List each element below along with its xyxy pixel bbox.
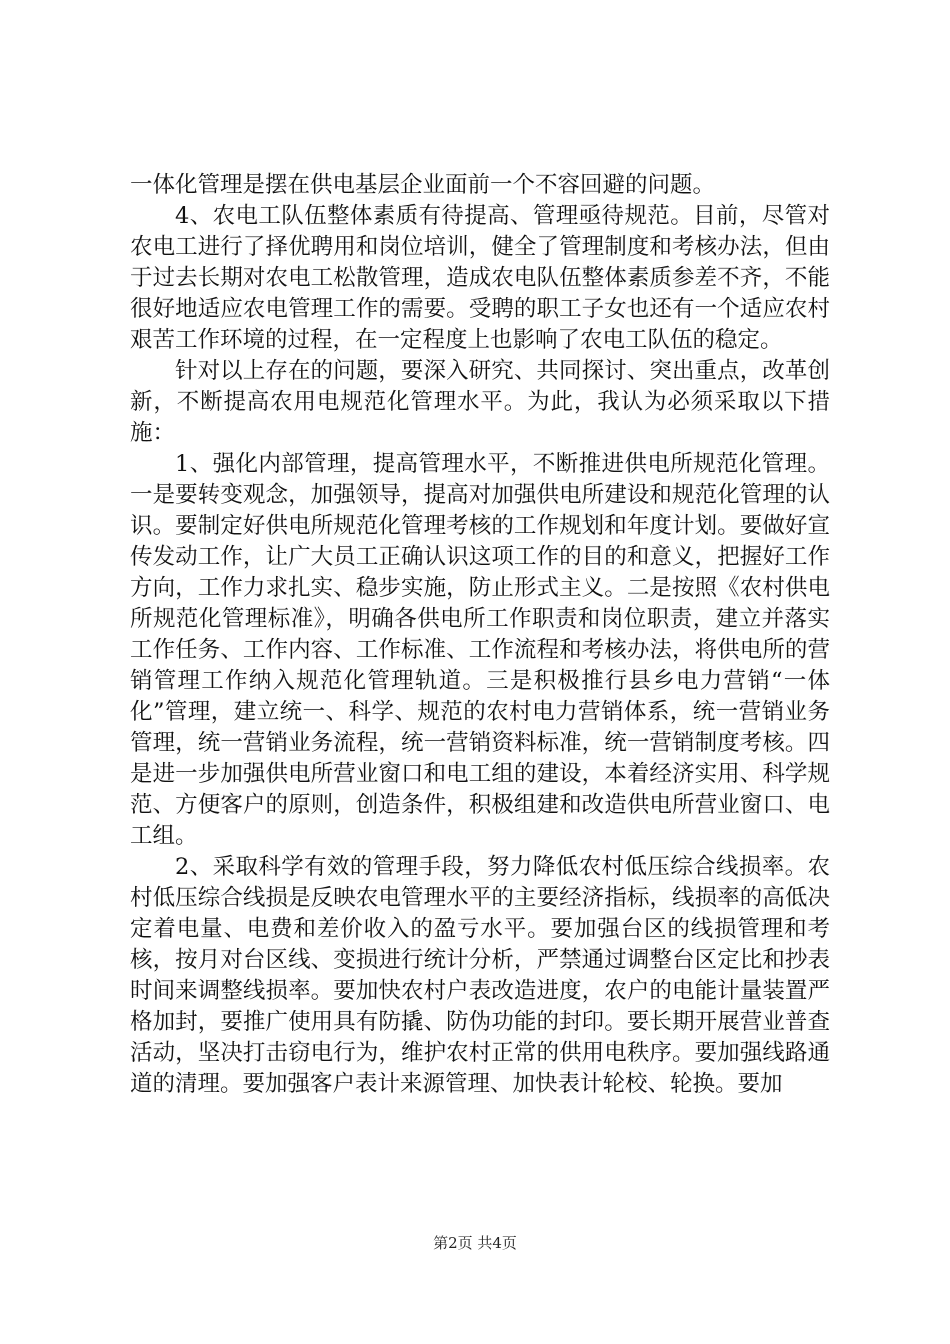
paragraph-measure-2: 2、采取科学有效的管理手段，努力降低农村低压综合线损率。农村低压综合线损是反映农电管理水平的主要经济指标，线损率的高低决定着电量、电费和差价收入的盈亏水平。要加强台区的线损管理和考核，按月对台区线、变损进行统计分析，严禁通过调整台区定比和抄表时间来调整线损率。要加快农村户表改造进度，农户的电能计量装置严格加封，要推广使用具有防撬、防伪功能的封印。要长期开展营业普查活动，坚决打击窃电行为，维护农村正常的供用电秩序。要加强线路通道的清理。要加强客户表计来源管理、加快表计轮校、轮换。要加 xyxy=(130,854,830,1097)
paragraph-continuation: 一体化管理是摆在供电基层企业面前一个不容回避的问题。 xyxy=(130,172,716,198)
paragraph-measure-1: 1、强化内部管理，提高管理水平，不断推进供电所规范化管理。一是要转变观念，加强领导，提高对加强供电所建设和规范化管理的认识。要制定好供电所规范化管理考核的工作规划和年度计划。要做好宣传发动工作，让广大员工正确认识这项工作的目的和意义，把握好工作方向，工作力求扎实、稳步实施，防止形式主义。二是按照《农村供电所规范化管理标准》，明确各供电所工作职责和岗位职责，建立并落实工作任务、工作内容、工作标准、工作流程和考核办法，将供电所的营销管理工作纳入规范化管理轨道。三是积极推行县乡电力营销“一体化”管理，建立统一、科学、规范的农村电力营销体系，统一营销业务管理，统一营销业务流程，统一营销资料标准，统一营销制度考核。四是进一步加强供电所营业窗口和电工组的建设，本着经济实用、科学规范、方便客户的原则，创造条件，积极组建和改造供电所营业窗口、电工组。 xyxy=(130,451,830,849)
paragraph-item-4: 4、农电工队伍整体素质有待提高、管理亟待规范。目前，尽管对农电工进行了择优聘用和岗位培训，健全了管理制度和考核办法，但由于过去长期对农电工松散管理，造成农电队伍整体素质参差不齐，不能很好地适应农电管理工作的需要。受聘的职工子女也还有一个适应农村艰苦工作环境的过程，在一定程度上也影响了农电工队伍的稳定。 xyxy=(130,203,830,353)
page-footer: 第2页 共4页 xyxy=(433,1234,517,1252)
paragraph-measures-intro: 针对以上存在的问题，要深入研究、共同探讨、突出重点，改革创新，不断提高农用电规范化管理水平。为此，我认为必须采取以下措施： xyxy=(130,358,830,446)
document-body xyxy=(130,170,830,1100)
